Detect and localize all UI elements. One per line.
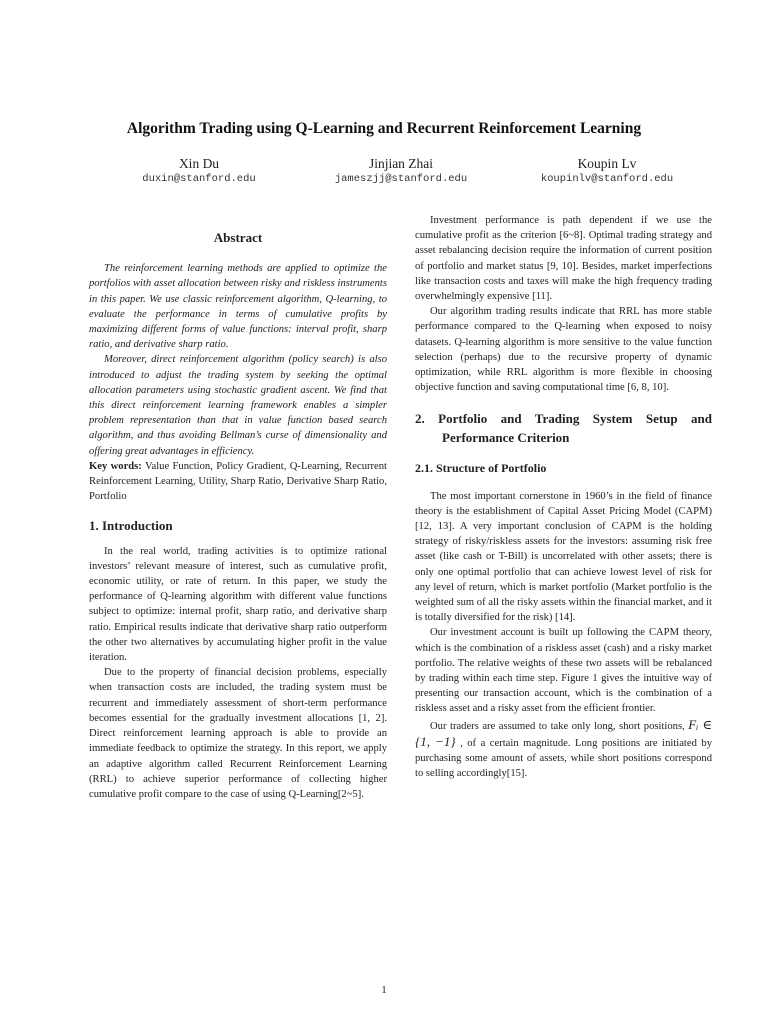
author-name: Koupin Lv (577, 156, 637, 171)
right-column (415, 213, 712, 782)
paper-title: Algorithm Trading using Q-Learning and Recurrent Reinforcement Learning (126, 120, 642, 137)
section-heading-introduction: 1. Introduction (89, 518, 173, 534)
body-paragraph (415, 717, 712, 782)
section-heading-portfolio-setup: 2. Portfolio and Trading System Setup and Performance Criterion (415, 411, 712, 446)
author-email: koupinlv@stanford.edu (540, 173, 674, 185)
body-paragraph: Our investment account is built up following the CAPM theory, which is the combination of a riskless asset (cash) and a risky market portfolio. The relative weights of these two assets will be rebalanced by trading within each time step. Figure 1 gives the intuitive way of presenting our transaction account, which is the combination of a riskless asset and a risky asset from the efficient frontier. (415, 627, 712, 715)
body-paragraph: The most important cornerstone in 1960’s in the field of finance theory is the establishment of Capital Asset Pricing Model (CAPM) [12, 13]. A very important conclusion of CAPM is the holding strategy of risky/riskless assets for the investors: assuming risk free asset (like cash or T-Bill) is uncorrelated with other assets; there is only one optimal portfolio that can achieve lowest level of risk for any level of return, which is market portfolio (Market portfolio is the weighted sum of all the risky assets within the financial market, and it is totally diversified for the risk) [14]. (415, 490, 712, 624)
left-column (89, 230, 387, 802)
body-paragraph: Our algorithm trading results indicate that RRL has more stable performance compared to the Q-learning when exposed to noisy datasets. Q-learning algorithm is more sensitive to the value function selection (perhaps) due to the recursive property of dynamic optimization, while RRL algorithm is more flexible in choosing objective function and saving computational time [6, 8, 10]. (415, 306, 712, 394)
author-email: duxin@stanford.edu (142, 173, 256, 185)
body-paragraph: Due to the property of financial decision problems, especially when transaction costs are included, the trading system must be recurrent and immediately assessment of short-term performance becomes essential for the gradually investment allocations [1, 2]. Direct reinforcement learning approach is able to provide an immediate feedback to optimize the strategy. In this report, we apply an adaptive algorithm called Recurrent Reinforcement Learning (RRL) to achieve superior performance of collecting higher cumulative profit compare to the case of using Q-Learning[2~5]. (89, 667, 387, 800)
author-3 (487, 156, 727, 185)
keywords-label: Key words: (89, 460, 142, 472)
author-name: Xin Du (178, 156, 220, 171)
page-number: 1 (381, 984, 387, 996)
author-2 (281, 156, 521, 185)
body-paragraph: In the real world, trading activities is to optimize rational investors’ relevant measure of interest, such as cumulative profit, economic utility, or rate of return. In this paper, we study the performance of Q-learning algorithm with different value functions subject to optimize: internal profit, sharp ratio, and derivative sharp ratio. Empirical results indicate that derivative sharp ratio outperform the other two alternatives by accumulating higher profit in the value iteration. (89, 545, 387, 664)
keywords (89, 459, 387, 505)
author-email: jameszjj@stanford.edu (334, 173, 468, 185)
abstract-paragraph: Moreover, direct reinforcement algorithm (policy search) is also introduced to adjust the trading system by seeking the optimal allocation parameters using stochastic gradient ascent. We find that this direct reinforcement learning framework enables a simpler problem representation than that in value function based search algorithm, and thus avoiding Bellman’s curse of dimensionality and offering great advantages in efficiency. (89, 354, 387, 457)
keywords-text: Value Function, Policy Gradient, Q-Learning, Recurrent Reinforcement Learning, Utility, Sharp Ratio, Derivative Sharp Ratio, Portfolio (89, 460, 387, 503)
paragraph-text: Our traders are assumed to take only long, short positions, (430, 720, 689, 732)
paragraph-text: , of a certain magnitude. Long positions are initiated by purchasing some amount of assets, while short positions correspond to selling accordingly[15]. (415, 737, 712, 780)
author-name: Jinjian Zhai (368, 156, 434, 171)
body-paragraph: Investment performance is path dependent if we use the cumulative profit as the criterion [6~8]. Optimal trading strategy and asset rebalancing decision require the information of current position of portfolio and market status [9, 10]. Besides, market imperfections like transaction costs and taxes will make the high frequency trading overwhelmingly expensive [11]. (415, 215, 712, 303)
position-formula: Fᵢ ∈ {1, −1} (415, 716, 712, 749)
subsection-heading-structure: 2.1. Structure of Portfolio (415, 461, 547, 476)
abstract-heading: Abstract (213, 230, 263, 245)
abstract-paragraph: The reinforcement learning methods are applied to optimize the portfolios with asset allocation between risky and riskless instruments in this paper. We use classic reinforcement algorithm, Q-learning, to evaluate the performance in terms of cumulative profits by maximizing different forms of value functions: interval profit, sharp ratio, and derivative sharp ratio. (89, 263, 387, 351)
abstract-section (89, 230, 387, 459)
